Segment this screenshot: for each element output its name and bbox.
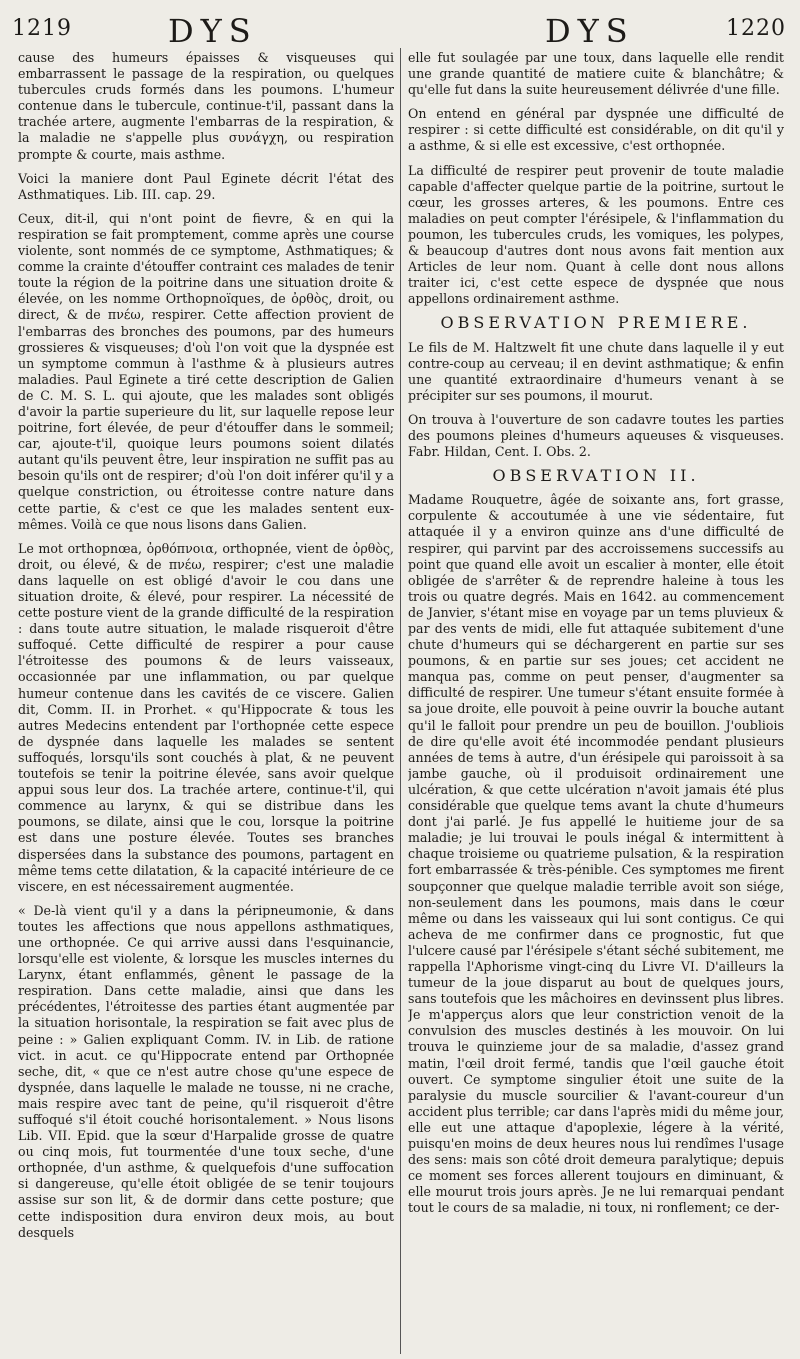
observation-2-heading: OBSERVATION II. — [492, 466, 700, 486]
left-paragraph: Voici la maniere dont Paul Eginete décrit l'état des Asthmatiques. Lib. III. cap. 29. — [18, 170, 394, 202]
page-header — [0, 10, 800, 48]
page-number-right: 1220 — [726, 16, 786, 41]
observation-1-paragraph: On trouva à l'ouverture de son cadavre toutes les parties des poumons pleines d'humeurs aqueuses & visqueuses. Fabr. Hildan, Cent. I. Obs. 2. — [408, 411, 784, 460]
running-head-right: DYS — [545, 12, 635, 50]
left-paragraph: « De-là vient qu'il y a dans la péripneumonie, & dans toutes les affections que nous appellons asthmatiques, une orthopnée. Ce qui arrive aussi dans l'esquinancie, lorsqu'elle est violente, & lorsque les muscles internes du Larynx, étant enflammés, gênent le passage de la respiration. Dans cette maladie, ainsi que dans les précédentes, l'étroitesse des parties étant augmentée par la situation horisontale, la respiration se fait avec plus de peine : » Galien expliquant Comm. IV. in Lib. de ratione vict. in acut. ce qu'Hippocrate entend par Orthopnée seche, dit, « que ce n'est autre chose qu'une espece de dyspnée, dans laquelle le malade ne tousse, ni ne crache, mais respire avec tant de peine, qu'il risqueroit d'être suffoqué s'il étoit couché horisontalement. » Nous lisons Lib. VII. Epid. que la sœur d'Harpalide grosse de quatre ou cinq mois, fut tourmentée d'une toux seche, d'une orthopnée, d'un asthme, & quelquefois d'une suffocation si dangereuse, qu'elle étoit obligée de se tenir toujours assise sur son lit, & de dormir dans cette posture; que cette indisposition dura environ deux mois, au bout desquels — [18, 902, 394, 1240]
left-column — [18, 50, 394, 1350]
right-paragraph: elle fut soulagée par une toux, dans laquelle elle rendit une grande quantité de matiere cuite & blanchâtre; & qu'elle fut dans la suite heureusement délivrée d'une fille. — [408, 50, 784, 98]
right-column — [408, 50, 784, 1350]
observation-2-paragraph: Madame Rouquetre, âgée de soixante ans, fort grasse, corpulente & accoutumée à une vie sédentaire, fut attaquée il y a environ quinze ans d'une difficulté de respirer, qui parvint par des accroissemens successifs au point que quand elle avoit un escalier à monter, elle étoit obligée de s'arrêter & de reprendre haleine à tous les trois ou quatre degrés. Mais en 1642. au commencement de Janvier, s'étant mise en voyage par un tems pluvieux & par des vents de midi, elle fut attaquée subitement d'une chute d'humeurs qui se déchargerent en partie sur ses poumons, & en partie sur ses joues; cet accident ne manqua pas, comme on peut penser, d'augmenter sa difficulté de respirer. Une tumeur s'étant ensuite formée à sa joue droite, elle pouvoit à peine ouvrir la bouche autant qu'il le falloit pour prendre un peu de bouillon. J'oubliois de dire qu'elle avoit été incommodée pendant plusieurs années de tems à autre, d'un érésipele qui paroissoit à sa jambe gauche, où il produisoit ordinairement une ulcération, & que cette ulcération n'avoit jamais été plus considérable que quelque tems avant la chute d'humeurs dont j'ai parlé. Je fus appellé le huitieme jour de sa maladie; je lui trouvai le pouls inégal & intermittent à chaque troisieme ou quatrieme pulsation, & la respiration fort embarrassée & très-pénible. Ces symptomes me firent soupçonner que quelque maladie terrible avoit son siége, non-seulement dans les poumons, mais dans le cœur même ou dans les vaisseaux qui lui sont contigus. Ce qui acheva de me confirmer dans ce prognostic, fut que l'ulcere causé par l'érésipele s'étant séché subitement, me rappella l'Aphorisme vingt-cinq du Livre VI. D'ailleurs la tumeur de la joue disparut au bout de quelques jours, sans toutefois que les mâchoires en devinssent plus libres. Je m'apperçus alors que leur constriction venoit de la convulsion des muscles destinés à les mouvoir. On lui trouva le quinzieme jour de sa maladie, d'assez grand matin, l'œil droit fermé, tandis que l'œil gauche étoit ouvert. Ce symptome singulier étoit une suite de la paralysie du muscle sourcilier & l'avant-coureur d'un accident plus terrible; car dans l'après midi du même jour, elle eut une attaque d'apoplexie, légere à la vérité, puisqu'en moins de deux heures nous lui rendîmes l'usage des sens: mais son côté droit demeura paralytique; depuis ce moment ses forces allerent toujours en diminuant, & elle mourut trois jours après. Je ne lui remarquai pendant tout le cours de sa maladie, ni toux, ni ronflement; ce der- — [408, 492, 784, 1216]
left-paragraph: Le mot orthopnœa, ὀρθόπνοια, orthopnée, vient de ὀρθὸς, droit, ou élevé, & de πνέω, respirer; c'est une maladie dans laquelle on est obligé d'avoir le cou dans une situation droite, & élevé, pour respirer. La nécessité de cette posture vient de la grande difficulté de la respiration : dans toute autre situation, le malade risqueroit d'être suffoqué. Cette difficulté de respirer a pour cause l'étroitesse des poumons & de leurs vaisseaux, occasionnée par une inflammation, ou par quelque humeur contenue dans les cavités de ce viscere. Galien dit, Comm. II. in Prorhet. « qu'Hippocrate & tous les autres Medecins entendent par l'orthopnée cette espece de dyspnée dans laquelle les malades se sentent suffoqués, lorsqu'ils sont couchés à plat, & ne peuvent toutefois se tenir la poitrine élevée, sans avoir quelque appui sous leur dos. La trachée artere, continue-t'il, qui commence au larynx, & qui se distribue dans les poumons, se dilate, ainsi que le cou, lorsque la poitrine est dans une posture élevée. Toutes ses branches dispersées dans la substance des poumons, partagent en même tems cette dilatation, & la capacité intérieure de ce viscere, en est nécessairement augmentée. — [18, 540, 394, 894]
left-paragraph: cause des humeurs épaisses & visqueuses qui embarrassent le passage de la respiration, ou quelques tubercules cruds formés dans les poumons. L'humeur contenue dans le tubercule, continue-t'il, passant dans la trachée artere, augmente l'embarras de la respiration, & la maladie ne s'appelle plus συνάγχη, ou respiration prompte & courte, mais asthme. — [18, 50, 394, 162]
right-paragraph: La difficulté de respirer peut provenir de toute maladie capable d'affecter quelque partie de la poitrine, surtout le cœur, les grosses arteres, & les poumons. Entre ces maladies on peut compter l'érésipele, & l'inflammation du poumon, les tubercules cruds, les vomiques, les polypes, & beaucoup d'autres dont nous avons fait mention aux Articles de leur nom. Quant à celle dont nous allons traiter ici, c'est cette espece de dyspnée que nous appellons ordinairement asthme. — [408, 162, 784, 307]
observation-1-heading: OBSERVATION PREMIERE. — [440, 313, 752, 333]
page-number-left: 1219 — [12, 16, 72, 41]
observation-1-paragraph: Le fils de M. Haltzwelt fit une chute dans laquelle il y eut contre-coup au cerveau; il en devint asthmatique; & enfin une quantité extraordinaire d'humeurs venant à se précipiter sur ses poumons, il mourut. — [408, 339, 784, 403]
left-paragraph: Ceux, dit-il, qui n'ont point de fievre, & en qui la respiration se fait promptement, comme après une course violente, sont nommés de ce symptome, Asthmatiques; & comme la crainte d'étouffer contraint ces malades de tenir toute la région de la poitrine dans une situation droite & élevée, on les nomme Orthopnoïques, de ὀρθὸς, droit, ou direct, & de πνέω, respirer. Cette affection provient de l'embarras des bronches des poumons, par des humeurs grossieres & visqueuses; d'où l'on voit que la dyspnée est un symptome commun à l'asthme & à plusieurs autres maladies. Paul Eginete a tiré cette description de Galien de C. M. S. L. qui ajoute, que les malades sont obligés d'avoir la partie superieure du lit, sur laquelle repose leur poitrine, fort élevée, de peur d'étouffer dans le sommeil; car, ajoute-t'il, quoique leurs poumons soient dilatés autant qu'ils peuvent être, leur inspiration ne suffit pas au besoin qu'ils ont de respirer; d'où l'on doit inférer qu'il y a quelque constriction, ou étroitesse contre nature dans cette partie, & c'est ce que les malades sentent eux-mêmes. Voilà ce que nous lisons dans Galien. — [18, 210, 394, 532]
right-paragraph: On entend en général par dyspnée une difficulté de respirer : si cette difficulté est considérable, on dit qu'il y a asthme, & si elle est excessive, c'est orthopnée. — [408, 106, 784, 154]
running-head-left: DYS — [168, 12, 258, 50]
column-divider — [400, 48, 401, 1354]
